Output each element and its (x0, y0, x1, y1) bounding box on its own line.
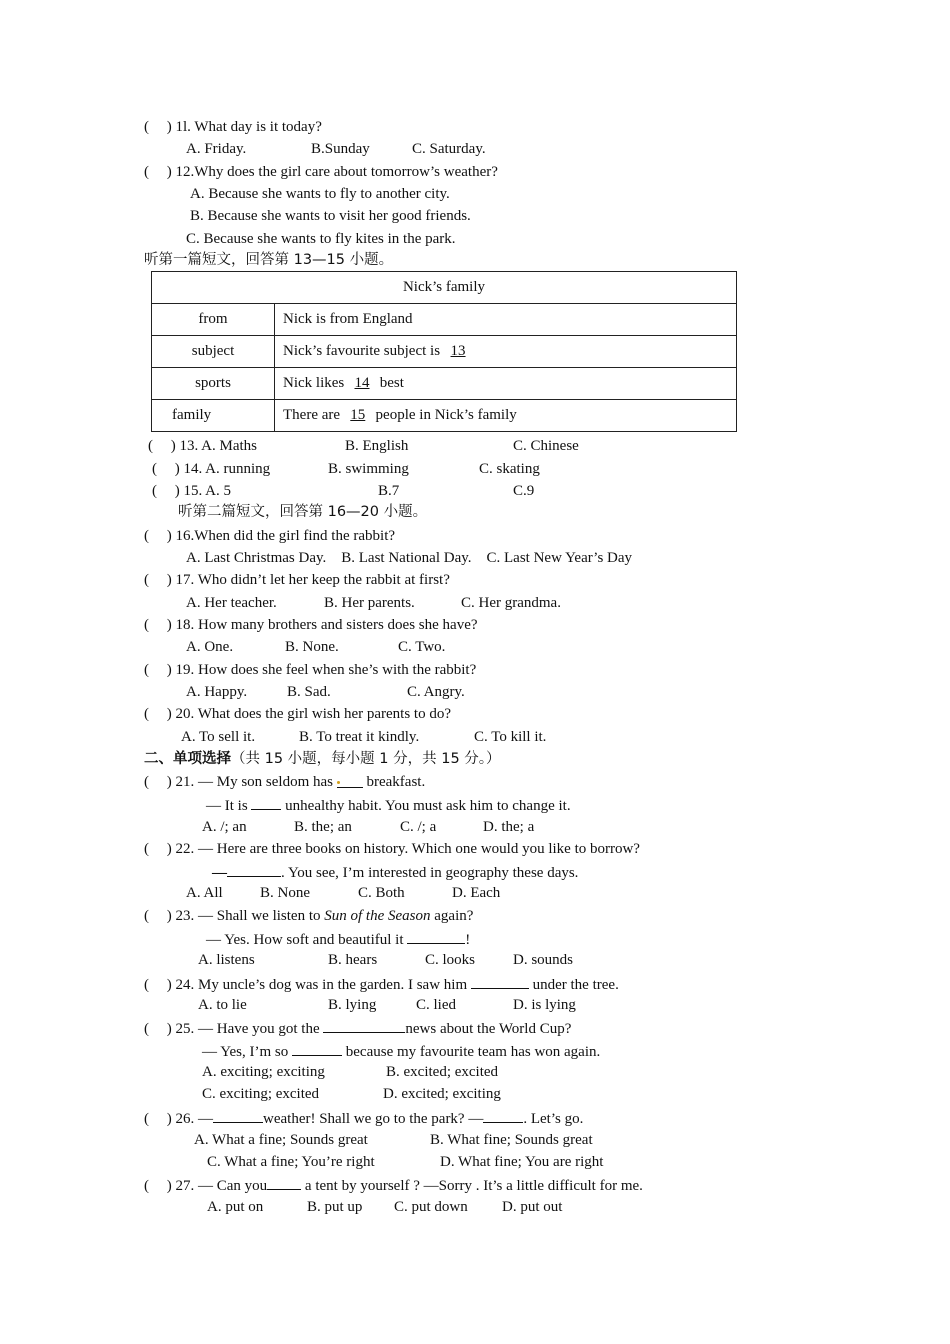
answer-paren: ( (144, 1021, 149, 1037)
q26-option-b: B. What fine; Sounds great (430, 1132, 593, 1148)
q17-option-a: A. Her teacher. (186, 595, 277, 611)
q21-option-b: B. the; an (294, 819, 352, 835)
q25-option-a: A. exciting; exciting (202, 1064, 325, 1080)
answer-blank (213, 1108, 263, 1123)
passage1-heading: 听第一篇短文，回答第 13—15 小题。 (144, 252, 394, 268)
q27-option-c: C. put down (394, 1199, 468, 1215)
question-18 (144, 616, 478, 634)
question-stem: ) 20. What does the girl wish her parents to do? (166, 706, 451, 722)
q26-option-a: A. What a fine; Sounds great (194, 1132, 368, 1148)
passage2-heading: 听第二篇短文，回答第 16—20 小题。 (178, 504, 428, 520)
q26-option-d: D. What fine; You are right (440, 1154, 604, 1170)
q24-option-c: C. lied (416, 997, 456, 1013)
question-12 (144, 163, 498, 181)
question-stem: ) 13. A. Maths (170, 438, 257, 454)
question-27: ( ) 27. — Can you a tent by yourself ? —Sorry . It’s a little difficult for me. (144, 1175, 643, 1195)
answer-blank (407, 929, 465, 944)
answer-blank (267, 1175, 301, 1190)
question-13 (148, 437, 257, 455)
section2-title: 二、单项选择 (144, 751, 231, 767)
q20-option-a: A. To sell it. (181, 729, 256, 745)
answer-paren: ( (144, 1178, 149, 1194)
section2-heading (144, 750, 501, 768)
question-17 (144, 571, 450, 589)
answer-paren: ( (152, 483, 157, 499)
q25-option-b: B. excited; excited (386, 1064, 499, 1080)
q15-option-b: B.7 (378, 483, 400, 499)
q22-option-b: B. None (260, 885, 310, 901)
answer-paren: ( (144, 841, 149, 857)
q20-option-b: B. To treat it kindly. (299, 729, 420, 745)
q11-option-c: C. Saturday. (412, 141, 486, 157)
row-label: sports (152, 368, 275, 400)
question-stem: ) 1l. What day is it today? (166, 119, 322, 135)
answer-blank (251, 795, 281, 810)
q16-options: A. Last Christmas Day. B. Last National Day. C. Last New Year’s Day (186, 550, 633, 566)
q23-option-d: D. sounds (513, 952, 574, 968)
answer-blank: 13 (450, 343, 466, 359)
q15-option-c: C.9 (513, 483, 535, 499)
q27-option-b: B. put up (307, 1199, 363, 1215)
section2-note: （共 15 小题，每小题 1 分，共 15 分。） (231, 751, 501, 767)
question-11 (144, 118, 322, 136)
answer-blank: 15 (350, 407, 366, 423)
answer-paren: ( (148, 438, 153, 454)
q22-line2: — . You see, I’m interested in geography these days. (212, 862, 578, 882)
question-16 (144, 527, 395, 545)
answer-blank (483, 1108, 523, 1123)
answer-paren: ( (144, 774, 149, 790)
q23-option-c: C. looks (425, 952, 476, 968)
q27-option-a: A. put on (207, 1199, 264, 1215)
nick-family-table (151, 271, 737, 432)
answer-paren: ( (144, 164, 149, 180)
q11-option-a: A. Friday. (186, 141, 247, 157)
row-value: Nick’s favourite subject is 13 (275, 336, 737, 368)
q21-option-a: A. /; an (202, 819, 247, 835)
answer-blank: 14 (354, 375, 370, 391)
question-stem: ) 18. How many brothers and sisters does she have? (166, 617, 478, 633)
answer-paren: ( (144, 572, 149, 588)
q12-option-b: B. Because she wants to visit her good friends. (190, 208, 471, 224)
answer-blank (323, 1018, 405, 1033)
row-label: family (152, 400, 275, 432)
q21-option-c: C. /; a (400, 819, 437, 835)
answer-paren: ( (144, 617, 149, 633)
question-22 (144, 840, 640, 858)
question-24: ( ) 24. My uncle’s dog was in the garden. I saw him under the tree. (144, 974, 619, 994)
dot-mark (337, 781, 340, 784)
q21-option-d: D. the; a (483, 819, 535, 835)
q22-option-c: C. Both (358, 885, 405, 901)
q25-option-d: D. excited; exciting (383, 1086, 501, 1102)
table-row (152, 336, 737, 368)
row-label: from (152, 304, 275, 336)
answer-blank (471, 974, 529, 989)
question-20 (144, 705, 451, 723)
q25-option-c: C. exciting; excited (202, 1086, 320, 1102)
q24-option-a: A. to lie (198, 997, 247, 1013)
answer-blank (337, 773, 363, 788)
question-21: ( ) 21. — My son seldom has breakfast. (144, 774, 426, 790)
q21-line2: — It is unhealthy habit. You must ask him to change it. (206, 795, 571, 815)
q26-option-c: C. What a fine; You’re right (207, 1154, 375, 1170)
q23-line2: — Yes. How soft and beautiful it ! (206, 929, 470, 949)
answer-paren: ( (144, 1111, 149, 1127)
table-row (152, 368, 737, 400)
answer-blank (292, 1041, 342, 1056)
question-stem: ) 12.Why does the girl care about tomorrow’s weather? (166, 164, 498, 180)
answer-paren: ( (144, 119, 149, 135)
q23-option-b: B. hears (328, 952, 378, 968)
q22-option-d: D. Each (452, 885, 501, 901)
q14-option-c: C. skating (479, 461, 540, 477)
q24-option-d: D. is lying (513, 997, 576, 1013)
answer-paren: ( (144, 528, 149, 544)
q20-option-c: C. To kill it. (474, 729, 547, 745)
row-value: There are 15 people in Nick’s family (275, 400, 737, 432)
q19-option-a: A. Happy. (186, 684, 248, 700)
row-value: Nick likes 14 best (275, 368, 737, 400)
question-25: ( ) 25. — Have you got the news about the World Cup? (144, 1018, 571, 1038)
question-stem: ) 15. A. 5 (174, 483, 231, 499)
q24-option-b: B. lying (328, 997, 377, 1013)
row-label: subject (152, 336, 275, 368)
table-row (152, 304, 737, 336)
q23-option-a: A. listens (198, 952, 255, 968)
question-26: ( ) 26. — weather! Shall we go to the park? — . Let’s go. (144, 1108, 583, 1128)
q17-option-c: C. Her grandma. (461, 595, 561, 611)
q25-line2: — Yes, I’m so because my favourite team has won again. (202, 1041, 600, 1061)
question-stem: ) 17. Who didn’t let her keep the rabbit at first? (166, 572, 450, 588)
row-value: Nick is from England (275, 304, 737, 336)
question-14 (152, 460, 270, 478)
song-title: Sun of the Season (324, 908, 431, 924)
question-23: ( ) 23. — Shall we listen to Sun of the Season again? (144, 908, 474, 924)
answer-paren: ( (144, 662, 149, 678)
question-stem: ) 14. A. running (174, 461, 271, 477)
answer-blank (227, 862, 281, 877)
answer-paren: ( (144, 977, 149, 993)
question-15 (152, 482, 231, 500)
q12-option-a: A. Because she wants to fly to another city. (190, 186, 450, 202)
q17-option-b: B. Her parents. (324, 595, 415, 611)
q18-option-a: A. One. (186, 639, 234, 655)
question-stem: ) 16.When did the girl find the rabbit? (166, 528, 396, 544)
question-stem: ) 22. — Here are three books on history. Which one would you like to borrow? (166, 841, 640, 857)
q11-option-b: B.Sunday (311, 141, 370, 157)
table-title: Nick’s family (152, 272, 737, 304)
answer-paren: ( (144, 706, 149, 722)
question-stem: ) 19. How does she feel when she’s with the rabbit? (166, 662, 477, 678)
table-row (152, 400, 737, 432)
q22-option-a: A. All (186, 885, 223, 901)
answer-paren: ( (152, 461, 157, 477)
answer-paren: ( (144, 908, 149, 924)
q14-option-b: B. swimming (328, 461, 409, 477)
q19-option-b: B. Sad. (287, 684, 331, 700)
q18-option-c: C. Two. (398, 639, 446, 655)
q27-option-d: D. put out (502, 1199, 563, 1215)
question-19 (144, 661, 476, 679)
q12-option-c: C. Because she wants to fly kites in the park. (186, 231, 456, 247)
q13-option-b: B. English (345, 438, 409, 454)
q13-option-c: C. Chinese (513, 438, 579, 454)
q19-option-c: C. Angry. (407, 684, 465, 700)
q18-option-b: B. None. (285, 639, 339, 655)
